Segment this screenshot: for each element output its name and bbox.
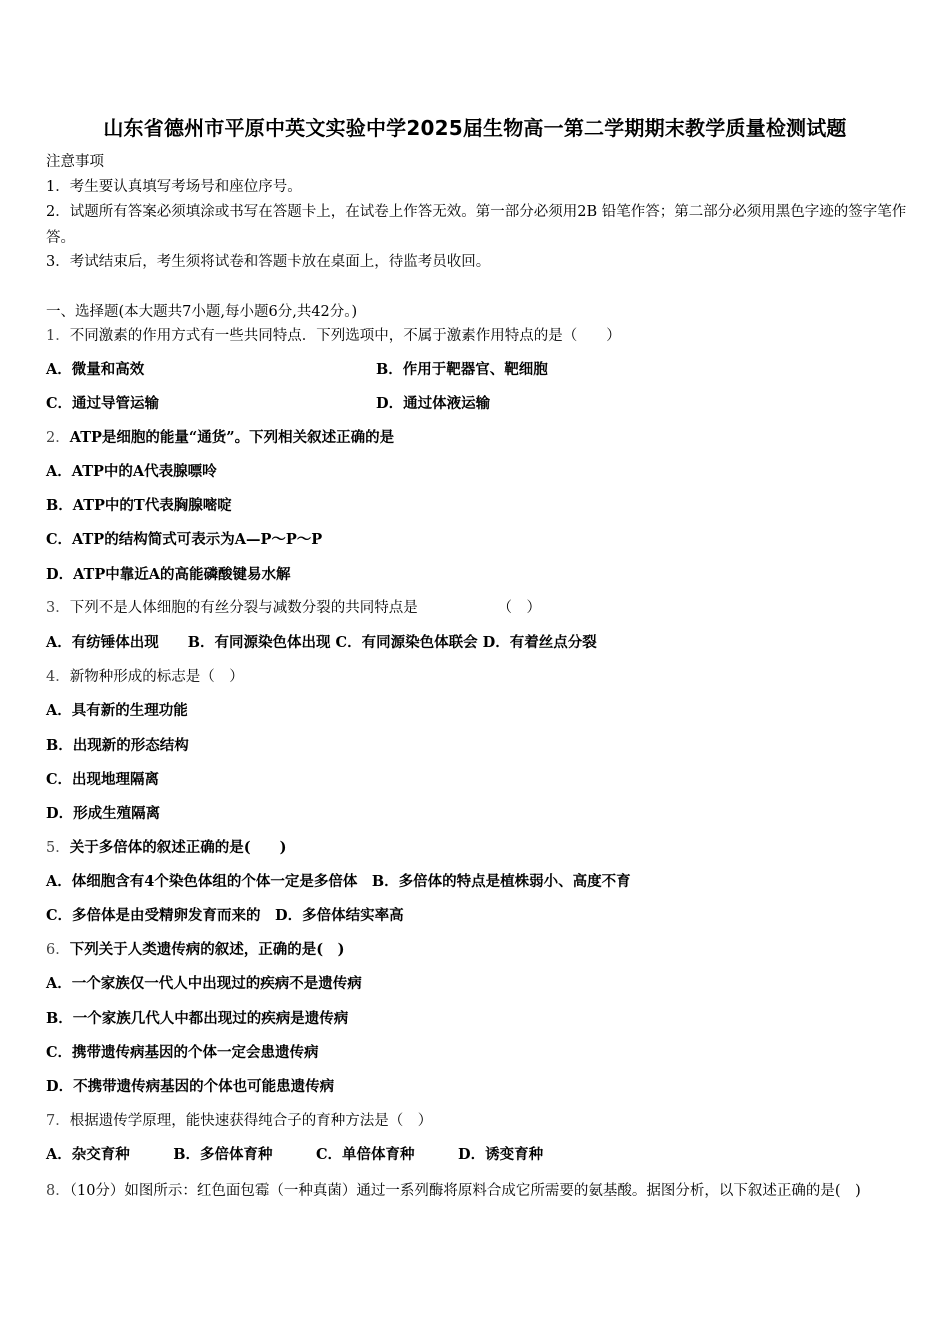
question-6-option-c: C．携带遗传病基因的个体一定会患遗传病 — [46, 1044, 319, 1061]
question-2-option-d: D．ATP中靠近A的高能磷酸键易水解 — [46, 566, 291, 583]
question-7-stem — [46, 1111, 432, 1131]
question-3-number: 3． — [46, 600, 70, 616]
question-2-option-c: C．ATP的结构简式可表示为A—P～P～P — [46, 531, 323, 548]
question-4-stem — [46, 667, 244, 687]
question-7-text: 根据遗传学原理，能快速获得纯合子的育种方法是（ ） — [69, 1113, 433, 1129]
question-1-number: 1． — [46, 328, 70, 344]
question-2-text: ATP是细胞的能量“通货”。下列相关叙述正确的是 — [69, 429, 395, 446]
notice-heading: 注意事项 — [46, 154, 104, 170]
question-2-option-b: B．ATP中的T代表胸腺嘧啶 — [46, 497, 232, 514]
question-5-text: 关于多倍体的叙述正确的是( ) — [69, 839, 287, 856]
question-4-option-b: B．出现新的形态结构 — [46, 737, 189, 754]
question-8-stem — [46, 1175, 908, 1207]
question-4-option-c: C．出现地理隔离 — [46, 771, 160, 788]
question-2-number: 2． — [46, 430, 70, 446]
question-4-number: 4． — [46, 669, 70, 685]
notice-item-3: 3．考试结束后，考生须将试卷和答题卡放在桌面上，待监考员收回。 — [46, 254, 491, 270]
question-1-stem — [46, 326, 621, 346]
question-6-option-a: A．一个家族仅一代人中出现过的疾病不是遗传病 — [46, 975, 362, 992]
question-3-options: A．有纺锤体出现 B．有同源染色体出现 C．有同源染色体联会 D．有着丝点分裂 — [46, 634, 597, 651]
question-4-option-d: D．形成生殖隔离 — [46, 805, 161, 822]
question-5-options-ab: A．体细胞含有4个染色体组的个体一定是多倍体 B．多倍体的特点是植株弱小、高度不育 — [46, 873, 631, 890]
question-6-option-d: D．不携带遗传病基因的个体也可能患遗传病 — [46, 1078, 335, 1095]
question-7-number: 7． — [46, 1113, 70, 1129]
question-2-stem — [46, 428, 394, 448]
question-4-text: 新物种形成的标志是（ ） — [69, 669, 244, 685]
question-6-number: 6． — [46, 942, 70, 958]
question-3-stem — [46, 598, 541, 618]
question-6-stem — [46, 940, 344, 960]
question-2-option-a: A．ATP中的A代表腺嘌呤 — [46, 463, 217, 480]
section-heading: 一、选择题(本大题共7小题,每小题6分,共42分。) — [46, 304, 358, 320]
question-5-number: 5． — [46, 840, 70, 856]
question-6-option-b: B．一个家族几代人中都出现过的疾病是遗传病 — [46, 1010, 349, 1027]
page-title: 山东省德州市平原中英文实验中学2025届生物高一第二学期期末教学质量检测试题 — [103, 116, 847, 140]
notice-item-1: 1．考生要认真填写考场号和座位序号。 — [46, 179, 302, 195]
question-1-option-a: A．微量和高效 — [46, 361, 145, 378]
question-5-stem — [46, 838, 286, 858]
question-8-text: （10分）如图所示：红色面包霉（一种真菌）通过一系列酶将原料合成它所需要的氨基酸。据图分析，以下叙述正确的是( ) — [69, 1183, 861, 1199]
notice-item-2: 2．试题所有答案必须填涂或书写在答题卡上，在试卷上作答无效。第一部分必须用2B 铅笔作答；第二部分必须用黑色字迹的签字笔作答。 — [46, 204, 907, 246]
question-1-option-b: B．作用于靶器官、靶细胞 — [376, 361, 548, 378]
question-6-text: 下列关于人类遗传病的叙述，正确的是( ) — [69, 941, 345, 958]
question-4-option-a: A．具有新的生理功能 — [46, 702, 188, 719]
question-8-number: 8． — [46, 1183, 70, 1199]
question-3-text: 下列不是人体细胞的有丝分裂与减数分裂的共同特点是 （ ） — [69, 600, 541, 616]
question-1-text: 不同激素的作用方式有一些共同特点．下列选项中，不属于激素作用特点的是（ ） — [69, 328, 621, 344]
question-7-options: A．杂交育种 B．多倍体育种 C．单倍体育种 D．诱变育种 — [46, 1146, 544, 1163]
question-1-option-c: C．通过导管运输 — [46, 395, 160, 412]
question-5-options-cd: C．多倍体是由受精卵发育而来的 D．多倍体结实率高 — [46, 907, 404, 924]
question-1-option-d: D．通过体液运输 — [376, 395, 491, 412]
